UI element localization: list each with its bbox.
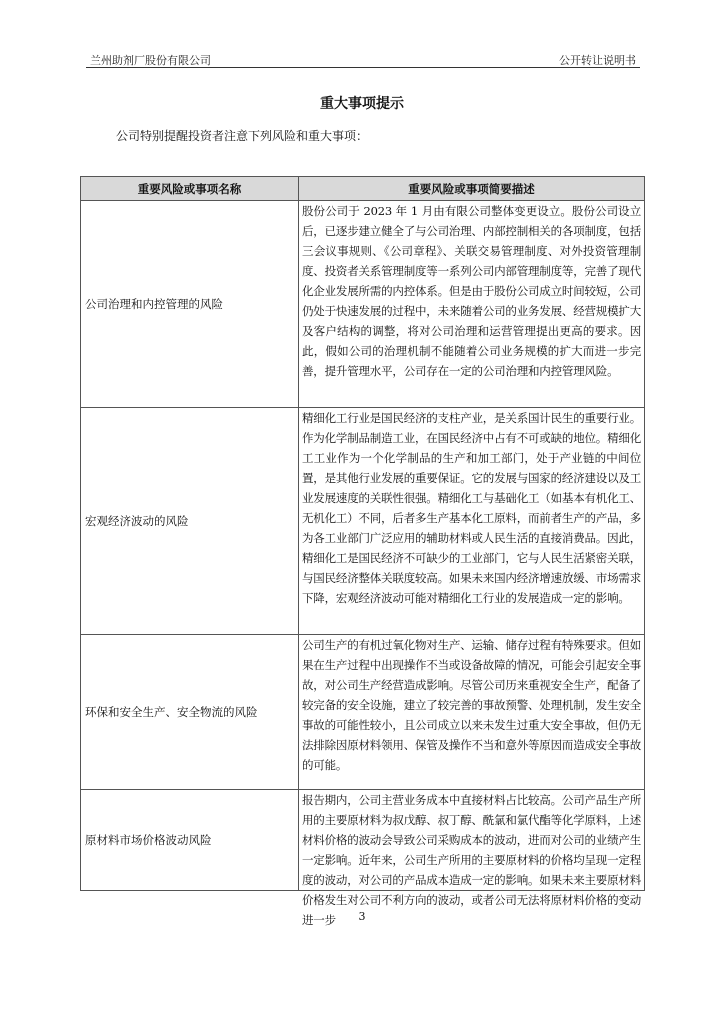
risk-table <box>80 176 645 927</box>
column-header-risk-description: 重要风险或事项简要描述 <box>299 177 645 201</box>
header-divider <box>86 67 640 68</box>
risk-name-cell: 公司治理和内控管理的风险 <box>81 201 299 408</box>
risk-description-cell: 公司生产的有机过氧化物对生产、运输、储存过程有特殊要求。但如果在生产过程中出现操作不当或设备故障的情况，可能会引起安全事故，对公司生产经营造成影响。尽管公司历来重视安全生产，配备了较完备的安全设施，建立了较完善的事故预警、处理机制，发生安全事故的可能性较小，且公司成立以来未发生过重大安全事故，但仍无法排除因原材料领用、保管及操作不当和意外等原因而造成安全事故的可能。 <box>299 635 645 790</box>
risk-name-cell: 宏观经济波动的风险 <box>81 408 299 635</box>
column-header-risk-name: 重要风险或事项名称 <box>81 177 299 201</box>
table-row <box>81 201 645 408</box>
risk-name-cell: 环保和安全生产、安全物流的风险 <box>81 635 299 790</box>
table-row <box>81 408 645 635</box>
table-row <box>81 790 645 891</box>
risk-description-text: 报告期内，公司主营业务成本中直接材料占比较高。公司产品生产所用的主要原材料为叔戊醇、叔丁醇、酰氯和氯代酯等化学原料，上述材料价格的波动会导致公司采购成本的波动，进而对公司的业绩产生一定影响。近年来，公司生产所用的主要原材料的价格均呈现一定程度的波动，对公司的产品成本造成一定的影响。如果未来主要原材料价格发生对公司不利方向的波动，或者公司无法将原材料价格的变动进一步 <box>302 793 641 927</box>
risk-description-cell: 股份公司于 2023 年 1 月由有限公司整体变更设立。股份公司设立后，已逐步建立健全了与公司治理、内部控制相关的各项制度，包括三会议事规则、《公司章程》、关联交易管理制度、对外投资管理制度、投资者关系管理制度等一系列公司内部管理制度等，完善了现代化企业发展所需的内控体系。但是由于股份公司成立时间较短，公司仍处于快速发展的过程中，未来随着公司的业务发展、经营规模扩大及客户结构的调整，将对公司治理和运营管理提出更高的要求。因此，假如公司的治理机制不能随着公司业务规模的扩大而进一步完善，提升管理水平，公司存在一定的公司治理和内控管理风险。 <box>299 201 645 408</box>
table-row <box>81 635 645 790</box>
intro-text: 公司特别提醒投资者注意下列风险和重大事项： <box>116 129 369 143</box>
header-document-type: 公开转让说明书 <box>559 54 636 67</box>
risk-description-cell <box>299 790 645 927</box>
risk-description-cell: 精细化工行业是国民经济的支柱产业，是关系国计民生的重要行业。作为化学制品制造工业，在国民经济中占有不可或缺的地位。精细化工工业作为一个化学制品的生产和加工部门，处于产业链的中间位置，是其他行业发展的重要保证。它的发展与国家的经济建设以及工业发展速度的关联性很强。精细化工与基础化工（如基本有机化工、无机化工）不同，后者多生产基本化工原料，而前者生产的产品，多为各工业部门广泛应用的辅助材料或人民生活的直接消费品。因此，精细化工是国民经济不可缺少的工业部门，它与人民生活紧密关联，与国民经济整体关联度较高。如果未来国内经济增速放缓、市场需求下降，宏观经济波动可能对精细化工行业的发展造成一定的影响。 <box>299 408 645 635</box>
table-header-row <box>81 177 645 201</box>
header-company-name: 兰州助剂厂股份有限公司 <box>90 54 211 67</box>
page-number: 3 <box>358 910 366 923</box>
risk-name-cell: 原材料市场价格波动风险 <box>81 790 299 891</box>
page-title: 重大事项提示 <box>320 96 404 112</box>
